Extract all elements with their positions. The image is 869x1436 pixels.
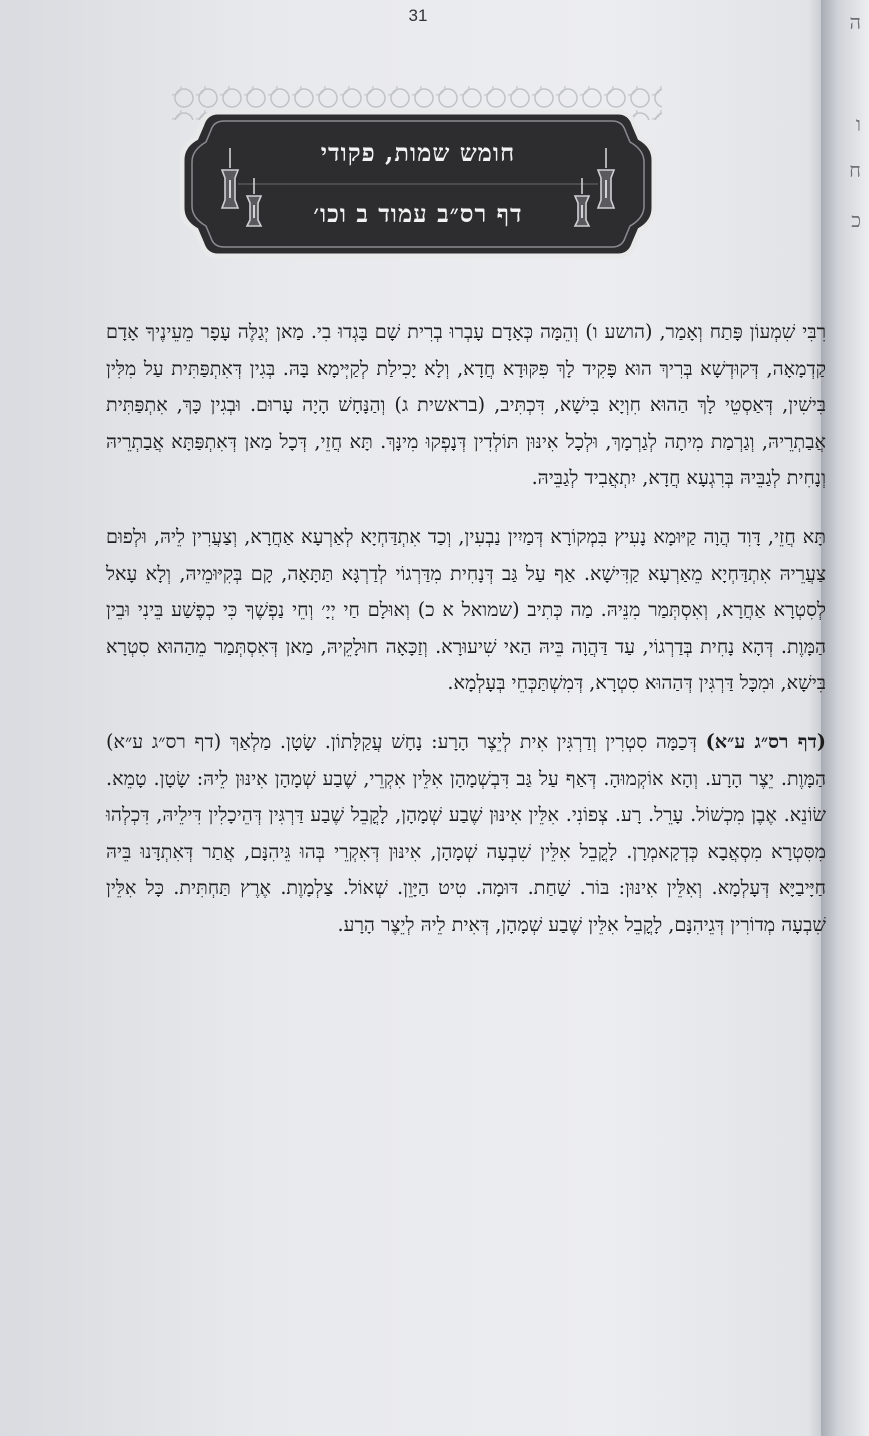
main-text	[106, 314, 826, 966]
banner-title: חומש שמות, פקודי	[320, 138, 516, 167]
edge-glyph: כ	[851, 208, 861, 232]
edge-glyph: ה	[849, 10, 861, 34]
paragraph	[106, 724, 826, 944]
edge-glyph: ח	[849, 158, 861, 182]
paragraph: רִבִּי שִׁמְעוֹן פָּתַח וְאָמַר, (הושע ו) וְהֵמָּה כְּאָדָם עָבְרוּ בְרִית שָׁם בָּגְדוּ בִי. מַאן יְגַלֶּה עָפָר מֵעֵינֶיךָ אָדָם קַדְמָאָה, דְּקוּדְשָׁא בְּרִיךְ הוּא פָּקִיד לָךְ פִּקּוּדָא חֲדָא, וְלָא יָכִילַת לְקַיְּימָא בָּהּ. בְּגִין דְּאִתְפַּתִּית עַל מִלִּין בִּישִׁין, דְּאַסְטֵי לָךְ הַהוּא חִוְיָא בִּישָׁא, דִּכְתִּיב, (בראשית ג) וְהַנָּחָשׁ הָיָה עָרוּם. וּבְגִין כָּךְ, אִתְפַּתִּית אֲבַתְרֵיהּ, וְגַרְמַת מִיתָה לְגַרְמָךְ, וּלְכָל אִינּוּן תּוֹלְדִין דְּנָפְקוּ מִינָּךְ. תָּא חֲזֵי, דְּכָל מַאן דְּאִתְפַּתָּא אֲבַתְרֵיהּ וְנָחִית לְגַבֵּיהּ בְּרִגְעָא חֲדָא, יִתְאֲבִיד לְגַבֵּיהּ.	[106, 320, 826, 490]
paragraph: תָּא חֲזֵי, דָּוִד הֲוָה קַיּוּמָא נָעִיץ בִּמְקוֹרָא דְּמַיִין נַבְעִין, וְכַד אִתְדַּחְיָא לְאַרְעָא אַחֲרָא, וְצַעֲרִין לֵיהּ, וּלְפוּם צַעֲרֵיהּ אִתְדַּחְיָא מֵאַרְעָא קַדִּישָׁא. אַף עַל גַּב דְּנָחִית מִדַּרְגוֹי לְדַרְגָּא תַּתָּאָה, קָם בְּקִיּוּמֵיהּ, וְלָא עָאל לְסִטְרָא אַחֲרָא, וְאִסְתְּמַר מִנֵּיהּ. מַה כְּתִיב (שמואל א כ) וְאוּלָם חַי יְיָ׳ וְחֵי נַפְשֶׁךָ כִּי כְפֶשַׁע בֵּינִי וּבֵין הַמָּוֶת. דְּהָא נָחִית בְּדַרְגוֹי, עַד דַּהֲוָה בֵּיהּ הַאי שִׁיעוּרָא. וְזַכָּאָה חוּלָקֵיהּ, מַאן דְּאִסְתְּמַר מֵהַהוּא סִטְרָא בִּישָׁא, וּמִכָּל דַּרְגִּין דְּהַהוּא סִטְרָא, דְּמִשְׁתַּכְּחֵי בְּעָלְמָא.	[106, 524, 826, 695]
banner-subtitle: דף רס״ב עמוד ב וכו׳	[313, 199, 523, 228]
page-number: 31	[408, 6, 428, 25]
paragraph-text: דְּכַמָּה סִטְרִין וְדַרְגִּין אִית לְיֵצֶר הָרָע: נָחָשׁ עֲקַלָּתוֹן. שָׂטָן. מַלְאַךְ (דף רס״ג ע״א) הַמָּוֶת. יֵצֶר הָרָע. וְהָא אוֹקְמוּהָ. דְּאַף עַל גַּב דִּבְשְׁמָהָן אִלֵּין אִקְרֵי, שֶׁבַע שְׁמָהָן אִינּוּן לֵיהּ: שָׂטָן. טָמֵא. שׂוֹנֵא. אֶבֶן מִכְשׁוֹל. עָרֵל. רָע. צְפוֹנִי. אִלֵּין אִינּוּן שֶׁבַע שְׁמָהָן, לָקֳבֵל שֶׁבַע דַּרְגִּין דְּהֵיכָלִין דִּילֵיהּ, דִּכְלְהוּ מִסִּטְרָא מִסְאֲבָא כְּדְקָאמְרָן. לָקֳבֵל אִלֵּין שִׁבְעָה שְׁמָהָן, אִינּוּן דְּאִקְרֵי בְּהוּ גֵּיהִנָּם, אֲתַר דְּאִתְדָּנוּ בֵּיהּ חַיָּיבַיָּא דְּעָלְמָא. וְאִלֵּין אִינּוּן: בּוֹר. שַׁחַת. דּוּמָה. טִיט הַיָּוֵן. שְׁאוֹל. צַלְמָוֶת. אֶרֶץ תַּחְתִּית. כָּל אִלֵּין שִׁבְעָה מְדוֹרִין דְּגֵיהִנָּם, לָקֳבֵל אִלֵּין שֶׁבַע שְׁמָהָן, דְּאִית לֵיהּ לְיֵצֶר הָרָע.	[106, 729, 826, 936]
banner-frame	[178, 108, 658, 260]
edge-glyph: ו	[855, 112, 861, 136]
facing-page-edge	[821, 0, 869, 1436]
page-reference: (דף רס״ג ע״א)	[705, 729, 826, 753]
chapter-banner	[178, 108, 658, 260]
